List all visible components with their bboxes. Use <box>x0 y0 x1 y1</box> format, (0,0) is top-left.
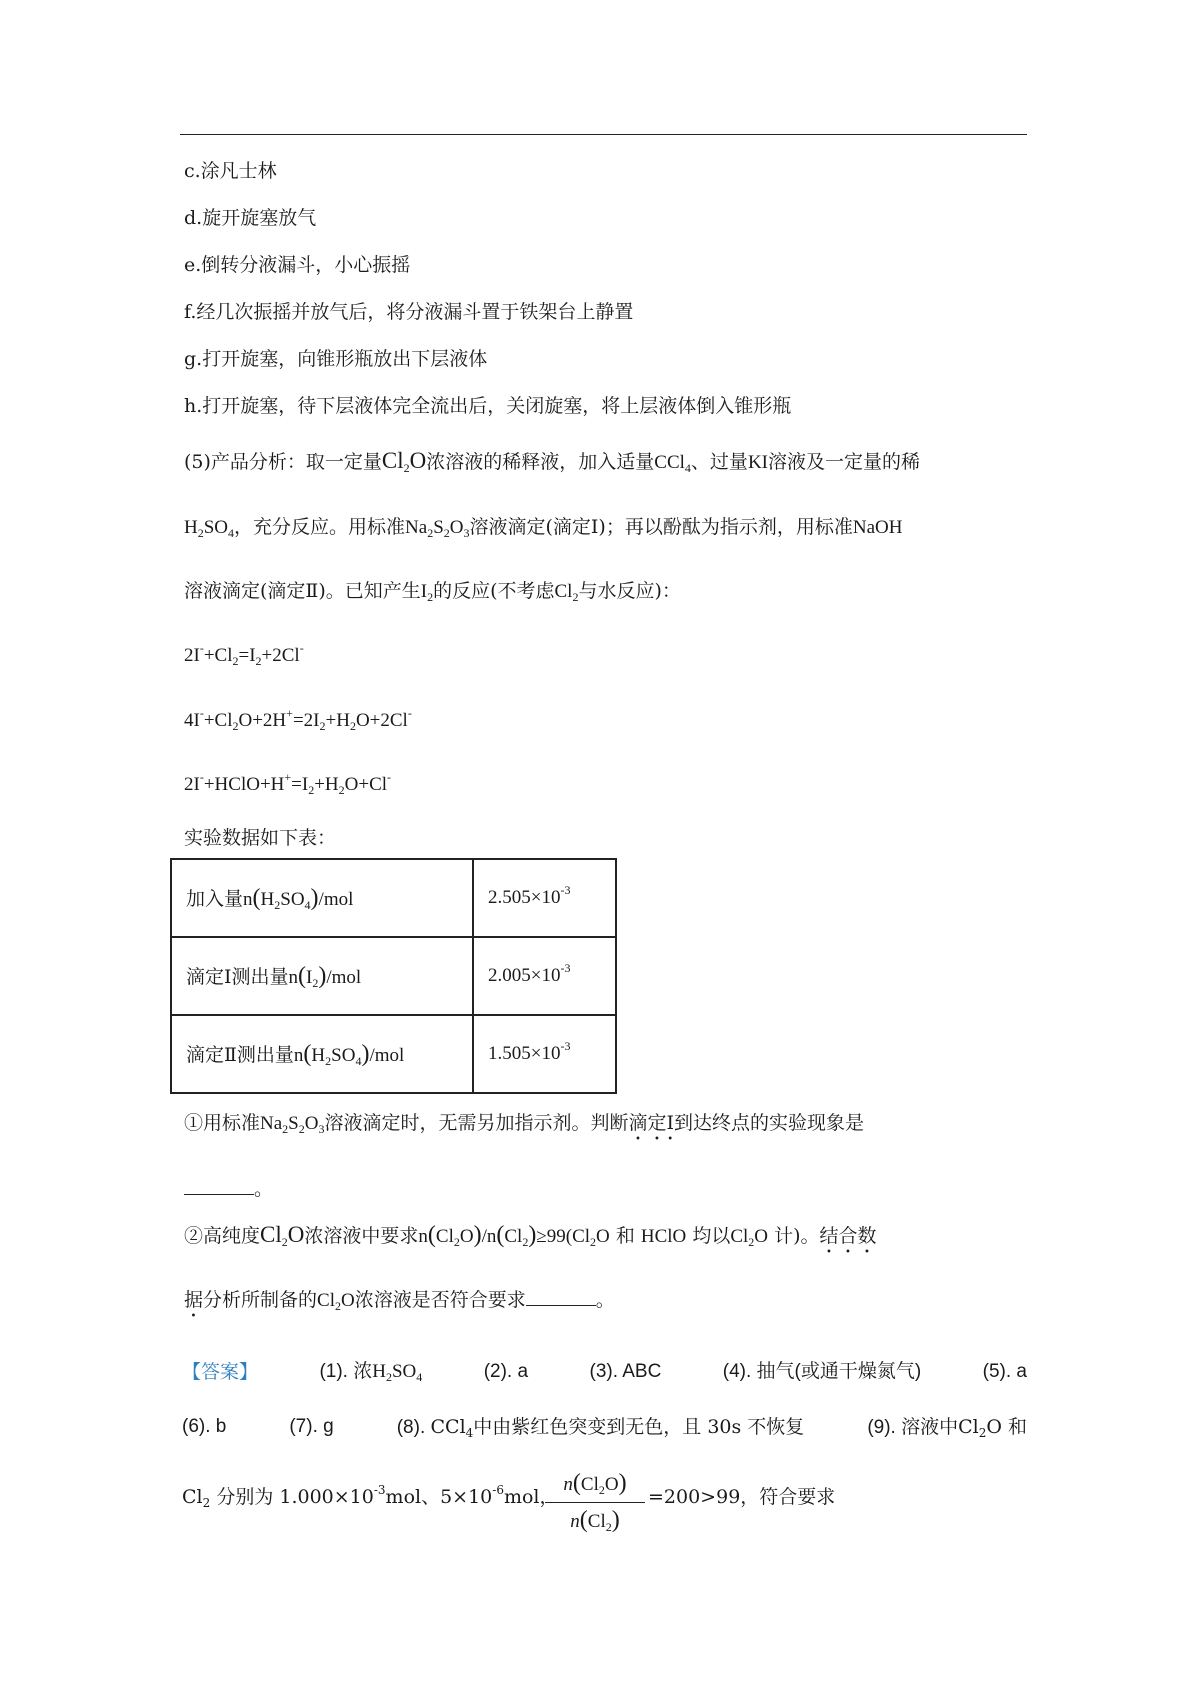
q5-line2: $H_2SO_4$，充分反应。用标准$Na_2S_2O_3$溶液滴定(滴定Ⅰ)；再以酚酞为指示剂，用标准NaOH <box>184 516 903 540</box>
option-e: e.倒转分液漏斗，小心振摇 <box>184 254 411 276</box>
subq2-line1: ②高纯度$Cl_2O$浓溶液中要求$n(Cl_2O)/n(Cl_2)\ge 99(Cl_2O$ 和 HClO 均以$Cl_2O$ 计)。结合数 <box>184 1222 877 1249</box>
equation-1: $2I^-+Cl_2=I_2+2Cl^-$ <box>184 641 304 668</box>
q5-line3: 溶液滴定(滴定Ⅱ)。已知产生$I_2$的反应(不考虑$Cl_2$与水反应)： <box>184 580 681 604</box>
table-intro: 实验数据如下表： <box>184 827 337 849</box>
answer-label: 【答案】 <box>182 1361 259 1383</box>
answer-line3: $Cl_2$ 分别为 $1.000\times 10^{-3}mol$、$5\times 10^{-6}mol$， <box>182 1483 559 1510</box>
option-g: g.打开旋塞，向锥形瓶放出下层液体 <box>184 348 488 370</box>
option-d: d.旋开旋塞放气 <box>184 207 317 229</box>
subq1-line2: 。 <box>184 1176 273 1202</box>
data-table <box>170 858 617 1094</box>
q5-line1: (5)产品分析：取一定量$Cl_2O$浓溶液的稀释液，加入适量CCl$_4$、过量KI溶液及一定量的稀 <box>184 448 921 475</box>
equation-2: $4I^-+Cl_2O+2H^+=2I_2+H_2O+2Cl^-$ <box>184 706 412 733</box>
answer-line2: (6). b (7). g (8). CCl$_4$中由紫红色突变到无色，且 30s 不恢复 (9). 溶液中$Cl_2O$ 和 <box>182 1416 1027 1440</box>
answer-line3-tail: =200>99，符合要求 <box>648 1486 836 1508</box>
answer-line1: 【答案】 (1). 浓$H_2SO_4$ (2). a (3). ABC (4). 抽气(或通干燥氮气) (5). a <box>182 1361 1027 1384</box>
answer-blank <box>526 1287 596 1306</box>
option-f: f.经几次振摇并放气后，将分液漏斗置于铁架台上静置 <box>184 301 634 323</box>
table-row: 加入量$n(H_2SO_4)$/mol $2.505\times 10^{-3}$ <box>171 859 616 937</box>
option-h: h.打开旋塞，待下层液体完全流出后，关闭旋塞，将上层液体倒入锥形瓶 <box>184 395 792 417</box>
table-row: 滴定Ⅱ测出量$n(H_2SO_4)$/mol $1.505\times 10^{-3}$ <box>171 1015 616 1093</box>
ratio-fraction: $n(Cl_2O)$ $n(Cl_2)$ <box>545 1468 645 1537</box>
option-c: c.涂凡士林 <box>184 160 277 182</box>
answer-blank <box>184 1176 254 1195</box>
subq2-line2: 据分析所制备的$Cl_2O$浓溶液是否符合要求 。 <box>184 1289 615 1313</box>
equation-3: $2I^-+HClO+H^+=I_2+H_2O+Cl^-$ <box>184 770 392 797</box>
subq1-line1: ①用标准$Na_2S_2O_3$溶液滴定时，无需另加指示剂。判断滴定Ⅰ到达终点的实验现象是 <box>184 1112 865 1136</box>
table-row: 滴定Ⅰ测出量$n(I_2)$/mol $2.005\times 10^{-3}$ <box>171 937 616 1015</box>
header-rule <box>180 134 1027 135</box>
